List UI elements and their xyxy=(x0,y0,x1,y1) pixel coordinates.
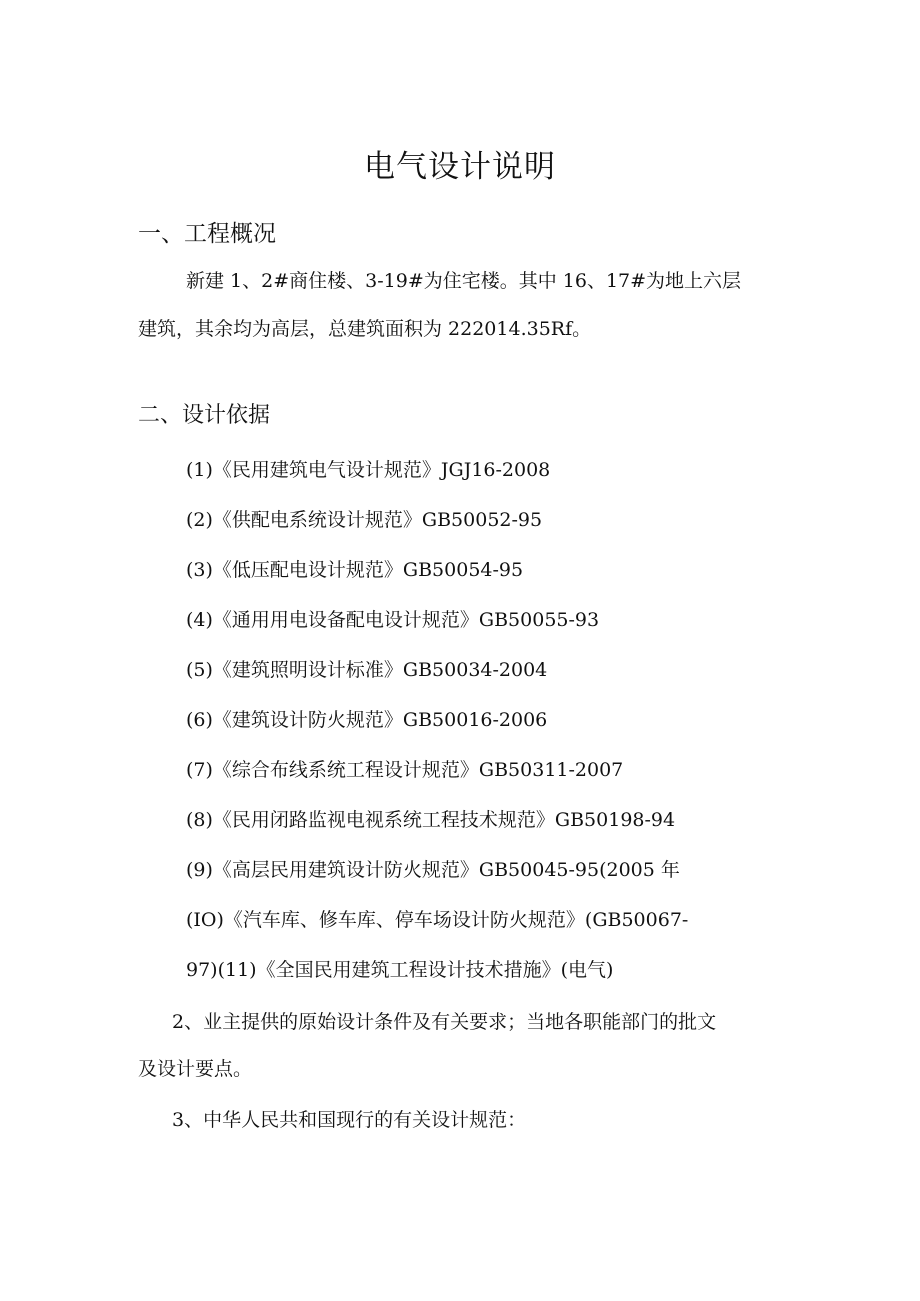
reference-item: (9)《高层民用建筑设计防火规范》GB50045-95(2005 年 xyxy=(186,859,680,881)
reference-item: (7)《综合布线系统工程设计规范》GB50311-2007 xyxy=(186,759,624,781)
reference-item: (4)《通用用电设备配电设计规范》GB50055-93 xyxy=(186,609,600,631)
reference-item: (1)《民用建筑电气设计规范》JGJ16-2008 xyxy=(186,459,551,481)
basis-item-2-line-2: 及设计要点。 xyxy=(138,1058,253,1080)
reference-item: (8)《民用闭路监视电视系统工程技术规范》GB50198-94 xyxy=(186,809,676,831)
overview-line-1: 新建 1、2#商住楼、3-19#为住宅楼。其中 16、17#为地上六层 xyxy=(186,270,742,292)
section-heading-basis: 二、设计依据 xyxy=(138,403,271,428)
reference-item: (2)《供配电系统设计规范》GB50052-95 xyxy=(186,509,543,531)
reference-item: (5)《建筑照明设计标准》GB50034-2004 xyxy=(186,659,548,681)
reference-item: (6)《建筑设计防火规范》GB50016-2006 xyxy=(186,709,548,731)
document-title: 电气设计说明 xyxy=(364,149,556,185)
basis-item-3: 3、中华人民共和国现行的有关设计规范： xyxy=(172,1109,527,1131)
section-heading-overview: 一、工程概况 xyxy=(138,221,276,247)
reference-item: 97)(11)《全国民用建筑工程设计技术措施》(电气) xyxy=(186,959,614,981)
reference-item: (IO)《汽车库、修车库、停车场设计防火规范》(GB50067- xyxy=(186,909,689,931)
reference-item: (3)《低压配电设计规范》GB50054-95 xyxy=(186,559,524,581)
overview-line-2: 建筑，其余均为高层，总建筑面积为 222014.35Rf。 xyxy=(138,318,592,340)
basis-item-2-line-1: 2、业主提供的原始设计条件及有关要求；当地各职能部门的批文 xyxy=(172,1011,717,1033)
